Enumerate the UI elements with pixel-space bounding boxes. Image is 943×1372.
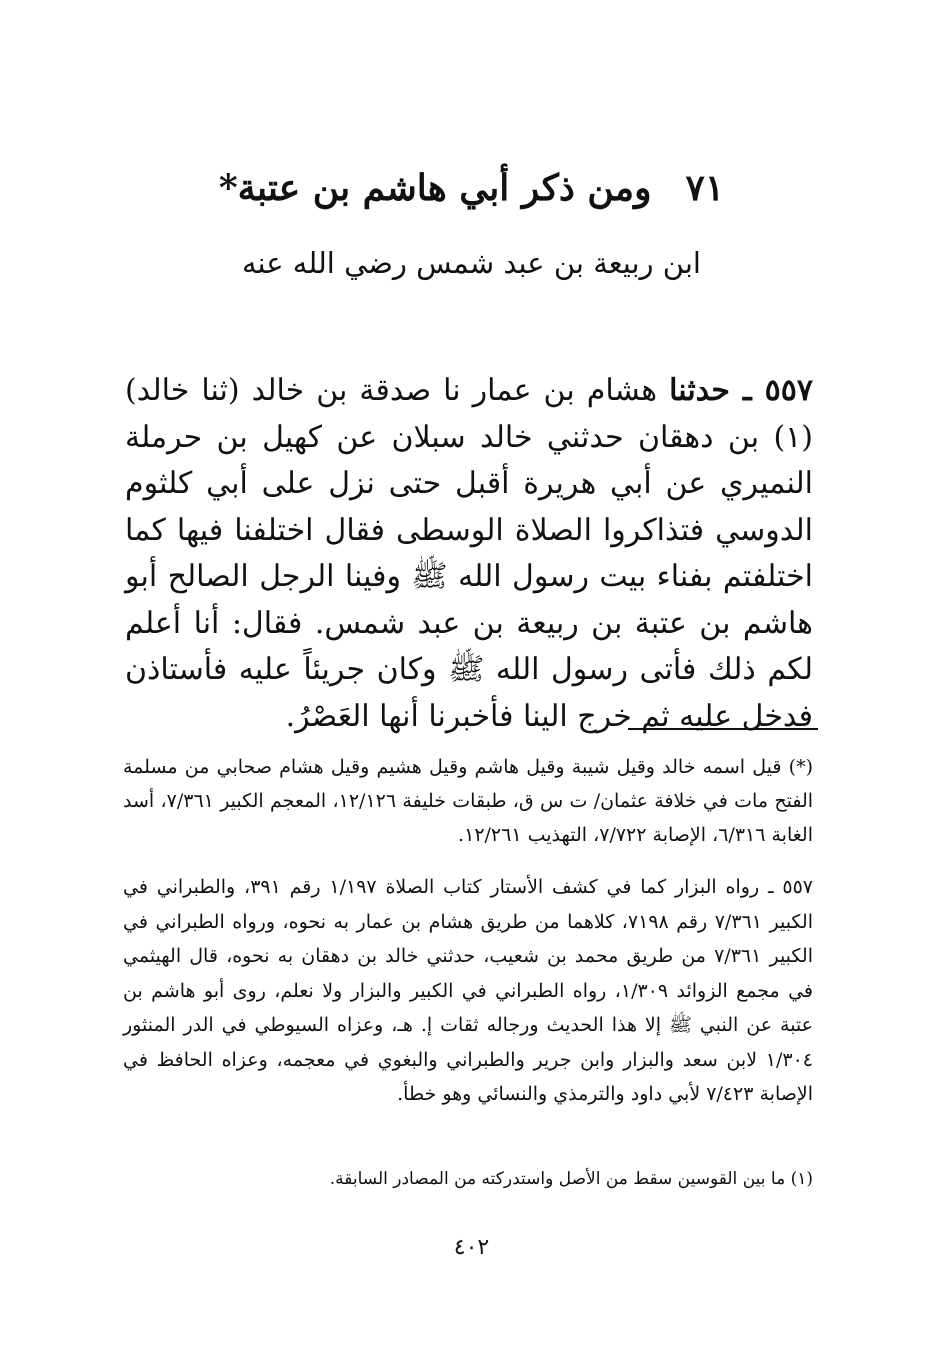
footnote-takhrij: ٥٥٧ ـ رواه البزار كما في كشف الأستار كتاب الصلاة ١/١٩٧ رقم ٣٩١، والطبراني في الكبير ٧/٣٦١ رقم ٧١٩٨، كلاهما من طريق هشام بن عمار به نحوه، ورواه الطبراني في الكبير ٧/٣٦١ من طريق محمد بن شعيب، حدثني خالد بن دهقان به نحوه، قال الهيثمي في مجمع الزوائد ١/٣٠٩، رواه الطبراني في الكبير والبزار ولا نعلم، روى أبو هاشم بن عتبة عن النبي ﷺ إلا هذا الحديث ورجاله ثقات إ. هـ، وعزاه السيوطي في الدر المنثور ١/٣٠٤ لابن سعد والبزار وابن جرير والطبراني والبغوي في معجمه، وعزاه الحافظ في الإصابة ٧/٤٢٣ لأبي داود والترمذي والنسائي وهو خطأ. [123,876,814,1105]
footnote-divider [628,728,818,730]
hadith-text [125,368,813,740]
hadith-lead: ٥٥٧ ـ حدثنا [669,373,813,408]
footnote-one: (١) ما بين القوسين سقط من الأصل واستدركته من المصادر السابقة. [329,1169,813,1189]
chapter-heading [0,158,943,218]
chapter-subtitle: ابن ربيعة بن عبد شمس رضي الله عنه [241,246,701,280]
page-number: ٤٠٢ [453,1235,490,1260]
footnote-star: (*) قيل اسمه خالد وقيل شيبة وقيل هاشم وقيل هشيم وقيل هشام صحابي من مسلمة الفتح مات في خلافة عثمان/ ت س ق، طبقات خليفة ١٢/١٢٦، المعجم الكبير ٧/٣٦١، أسد الغابة ٦/٣١٦، الإصابة ٧/٧٢٢، التهذيب ١٢/٢٦١. [123,756,814,846]
chapter-number: ٧١ [685,167,725,209]
chapter-title: ومن ذكر أبي هاشم بن عتبة* [218,167,652,209]
hadith-body: هشام بن عمار نا صدقة بن خالد (ثنا خالد)(١) بن دهقان حدثني خالد سبلان عن كهيل بن حرملة النميري عن أبي هريرة أقبل حتى نزل على أبي كلثوم الدوسي فتذاكروا الصلاة الوسطى فقال اختلفنا فيها كما اختلفتم بفناء بيت رسول الله ﷺ وفينا الرجل الصالح أبو هاشم بن عتبة بن ربيعة بن عبد شمس. فقال: أنا أعلم لكم ذلك فأتى رسول الله ﷺ وكان جريئاً عليه فأستاذن فدخل عليه ثم خرج الينا فأخبرنا أنها العَصْرُ. [125,373,813,734]
